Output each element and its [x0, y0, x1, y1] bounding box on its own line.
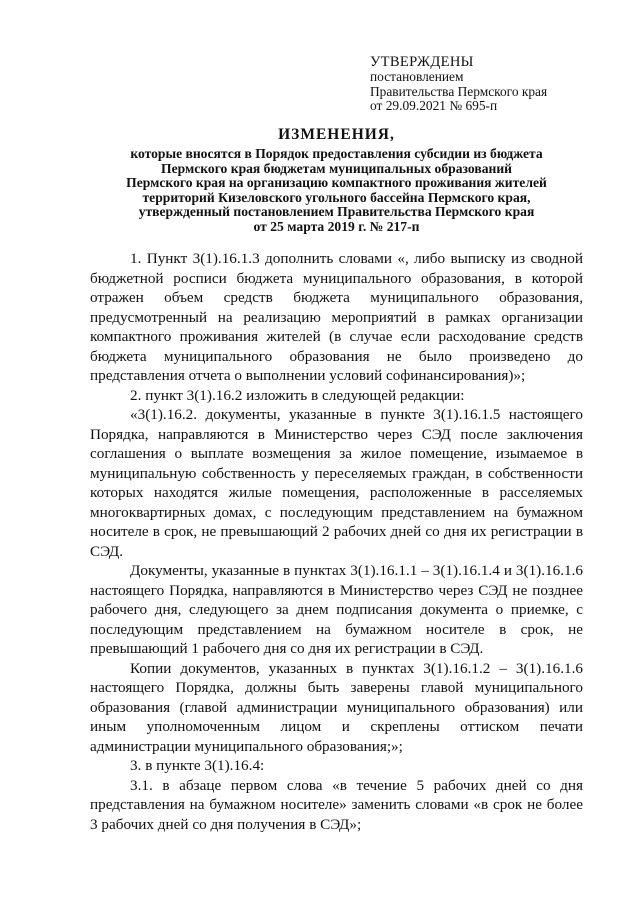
approval-line-2: Правительства Пермского края	[370, 83, 548, 99]
subtitle-line: Пермского края бюджетам муниципальных образований	[161, 160, 512, 176]
subtitle-line: территорий Кизеловского угольного бассейна Пермского края,	[142, 189, 531, 205]
paragraph-item-2-text: «3(1).16.2. документы, указанные в пункте 3(1).16.1.5 настоящего Порядка, направляются в Министерство через СЭД после заключения соглашения о выплате возмещения за жилое помещение, изымаемое в муниципальную собственность у переселяемых граждан, в собственности которых находятся жилые помещения, расположенные в расселяемых многоквартирных домах, с последующим представлением на бумажном носителе в срок, не превышающий 2 рабочих дней со дня их регистрации в СЭД.	[90, 406, 583, 560]
subtitle-line: Пермского края на организацию компактного проживания жителей	[126, 175, 547, 191]
paragraph-item-2: 2. пункт 3(1).16.2 изложить в следующей редакции:	[130, 386, 465, 404]
document-heading	[90, 126, 583, 235]
approval-line-1: постановлением	[370, 69, 464, 84]
paragraph-item-1: 1. Пункт 3(1).16.1.3 дополнить словами «, либо выписку из сводной бюджетной росписи бюджета муниципального образования, в которой отражен объем средств бюджета муниципального образования, предусмотренный на реализацию мероприятий в рамках организации компактного проживания жителей (в случае если расходование средств бюджета муниципального образования не было произведено до представления отчета о выполнении условий софинансирования)»;	[90, 250, 583, 384]
subtitle-line: от 25 марта 2019 г. № 217-п	[253, 218, 420, 234]
paragraph-item-3: 3. в пункте 3(1).16.4:	[130, 757, 265, 774]
paragraph-item-3-1: 3.1. в абзаце первом слова «в течение 5 рабочих дней со дня представления на бумажном носителе» заменить словами «в срок не более 3 рабочих дней со дня получения в СЭД»;	[90, 776, 583, 833]
subtitle-line: утвержденный постановлением Правительства Пермского края	[138, 204, 535, 220]
paragraph-documents: Документы, указанные в пунктах 3(1).16.1.1 – 3(1).16.1.4 и 3(1).16.1.6 настоящего Порядка, направляются в Министерство через СЭД не позднее рабочего дня, следующего за днем подписания документа о приемке, с последующим представлением на бумажном носителе в срок, не превышающий 1 рабочего дня со дня их регистрации в СЭД.	[90, 562, 583, 657]
document-body	[90, 249, 583, 834]
document-title: ИЗМЕНЕНИЯ,	[278, 126, 395, 143]
subtitle-line: которые вносятся в Порядок предоставления субсидии из бюджета	[130, 146, 543, 161]
approval-line-3: от 29.09.2021 № 695-п	[370, 98, 498, 113]
approval-title: УТВЕРЖДЕНЫ	[370, 54, 474, 70]
paragraph-copies: Копии документов, указанных в пунктах 3(1).16.1.2 – 3(1).16.1.6 настоящего Порядка, должны быть заверены главой муниципального образования (главой администрации муниципального образования) или иным уполномоченным лицом и скреплены оттиском печати администрации муниципального образования;»;	[90, 659, 583, 755]
approval-stamp	[370, 55, 620, 114]
